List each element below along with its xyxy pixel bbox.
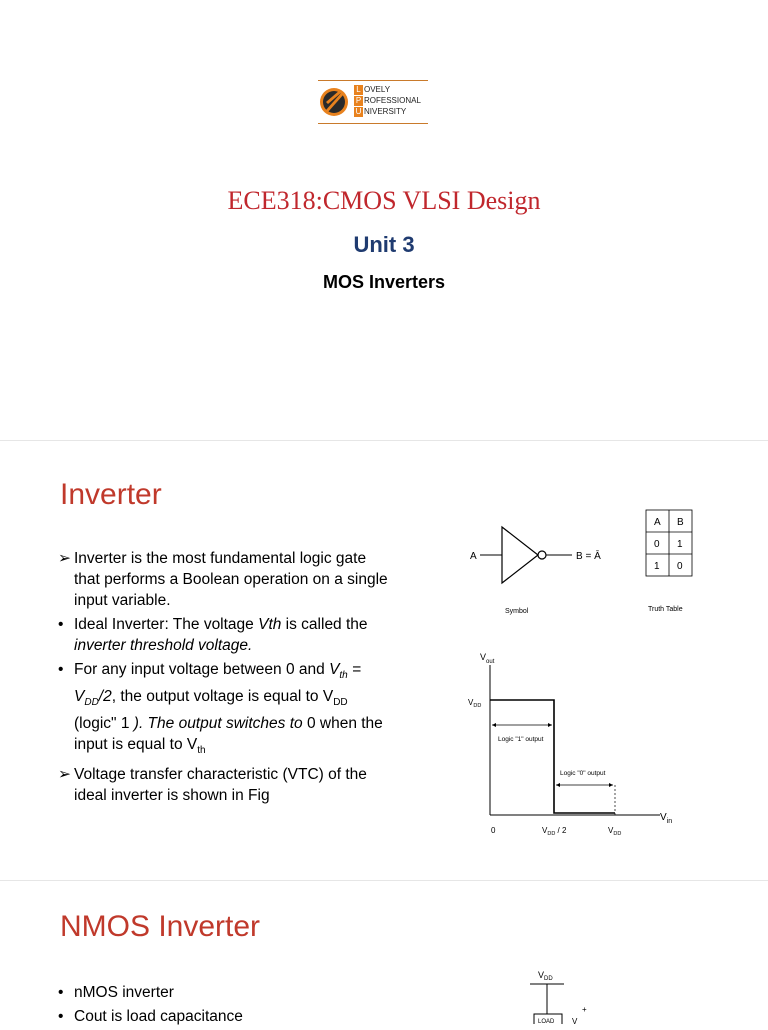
- course-title: ECE318:CMOS VLSI Design: [227, 186, 541, 215]
- circuit-vdd-label: $V_{DD}$: [538, 970, 553, 982]
- y-axis-label: $V_{out}$: [480, 652, 495, 665]
- list-item: [58, 614, 388, 656]
- unit-label: Unit 3: [353, 232, 415, 257]
- x-tick-label: $V_{DD}$: [608, 826, 622, 837]
- arrow-bullet-icon: ➢: [58, 550, 71, 567]
- inverter-bullet-list: [58, 548, 388, 809]
- truth-table: [640, 508, 700, 580]
- symbol-caption: Symbol: [505, 608, 529, 615]
- bullet-text: For any input voltage between 0 and: [74, 661, 330, 678]
- bullet-text: Inverter is the most fundamental logic gate that performs a Boolean operation on a single input variable.: [74, 550, 388, 609]
- logo-word-professional: ROFESSIONAL: [364, 96, 421, 105]
- inversion-bubble: [538, 551, 546, 559]
- truth-cell: 1: [677, 539, 683, 550]
- truth-cell: 0: [654, 539, 660, 550]
- bullet-text: Ideal Inverter: The voltage: [74, 616, 259, 633]
- logo-letter-p: P: [355, 96, 362, 105]
- bullet-text: 0 when the input is equal to V: [74, 715, 383, 754]
- bullet-text: (logic" 1: [74, 715, 134, 733]
- dot-bullet-icon: •: [58, 616, 64, 633]
- buffer-triangle: [502, 527, 538, 583]
- vth-equation: $V_{th} = V_{DD}/2$: [74, 661, 362, 709]
- dot-bullet-icon: •: [58, 984, 64, 1001]
- truth-table-caption: Truth Table: [648, 606, 683, 613]
- list-item: [58, 548, 388, 611]
- threshold-term: inverter threshold voltage.: [74, 637, 253, 654]
- inverter-slide-heading: Inverter: [60, 478, 162, 511]
- dot-bullet-icon: •: [58, 1008, 64, 1025]
- vtc-plot: [460, 645, 690, 845]
- nmos-circuit-diagram: [500, 966, 620, 1024]
- vdd-axis-label: $V_{DD}$: [468, 698, 482, 709]
- truth-cell: 0: [677, 561, 683, 572]
- university-logo: [318, 80, 428, 124]
- logic1-label: Logic "1" output: [498, 736, 544, 743]
- x-tick-label: $V_{DD} / 2$: [542, 826, 567, 837]
- load-label: LOAD: [538, 1019, 555, 1024]
- bullet-text: nMOS inverter: [74, 984, 174, 1001]
- list-item: [58, 659, 388, 761]
- subscript: th: [197, 745, 206, 757]
- arrow-bullet-icon: ➢: [58, 766, 71, 784]
- inverter-symbol-diagram: [460, 515, 620, 615]
- logo-letter-u: U: [355, 107, 362, 116]
- nmos-bullet-list: [58, 982, 388, 1030]
- truth-header-b: B: [677, 517, 684, 528]
- logic0-label: Logic "0" output: [560, 770, 606, 777]
- logo-letter-l: L: [354, 85, 363, 95]
- vtc-curve: [490, 700, 615, 813]
- list-item: [58, 764, 388, 806]
- slide-separator: [0, 880, 768, 881]
- truth-header-a: A: [654, 517, 661, 528]
- vth-term: Vth: [258, 616, 282, 633]
- bullet-text: , the output voltage is equal to: [111, 688, 323, 706]
- x-axis-label: $V_{in}$: [660, 812, 673, 825]
- symbol-input-label: A: [470, 551, 477, 562]
- logo-word-lovely: OVELY: [364, 85, 391, 94]
- bullet-text: Cout is load capacitance: [74, 1008, 243, 1025]
- list-item: [58, 982, 388, 1003]
- logo-word-university: NIVERSITY: [364, 107, 407, 116]
- bullet-text: is called the: [281, 616, 368, 633]
- unit-topic: MOS Inverters: [322, 272, 446, 292]
- slide-separator: [0, 440, 768, 441]
- truth-cell: 1: [654, 561, 660, 572]
- bullet-text: Voltage transfer characteristic (VTC) of the ideal inverter is shown in Fig: [74, 766, 367, 805]
- plus-sign: +: [582, 1005, 587, 1014]
- lpu-emblem-icon: [318, 80, 350, 124]
- symbol-output-label: B = Ā: [576, 551, 601, 562]
- vdd-term: $V_{DD}$: [322, 688, 348, 709]
- x-tick-label: 0: [491, 826, 496, 835]
- nmos-slide-heading: NMOS Inverter: [60, 910, 261, 943]
- dot-bullet-icon: •: [58, 661, 64, 678]
- output-voltage-label: V: [572, 1017, 578, 1024]
- bullet-text-italic: ). The output switches to: [133, 715, 307, 733]
